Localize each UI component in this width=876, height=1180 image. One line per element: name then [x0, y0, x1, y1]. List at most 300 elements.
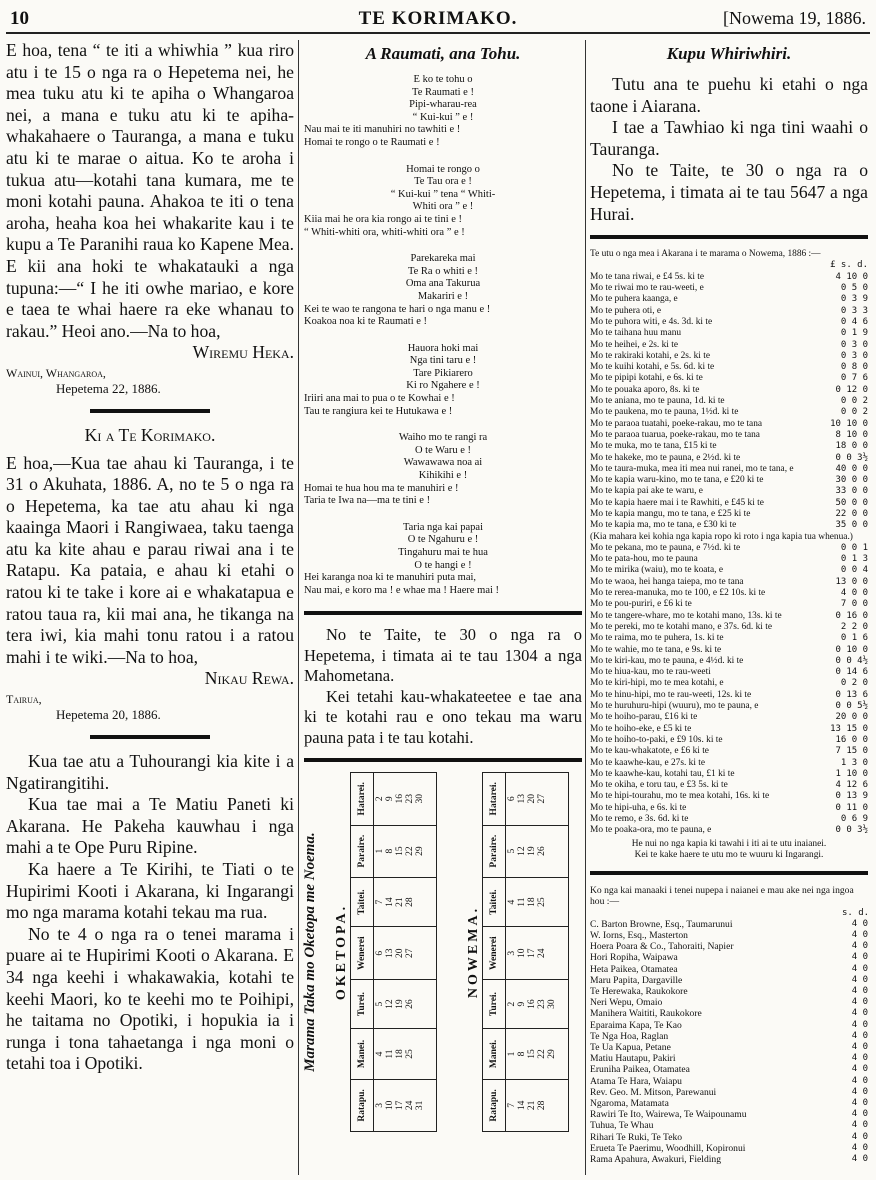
price-value: 0 0 3½: [835, 452, 868, 463]
price-item: Mo te kapia ma, mo te tana, e £30 ki te: [590, 520, 737, 531]
calendar-date: 31: [415, 1101, 425, 1111]
calendar-date: 2: [375, 796, 385, 802]
subscriber-name: Hori Ropiha, Waipawa: [590, 952, 678, 964]
price-item: Mo te mirika (waiu), mo te koata, e: [590, 565, 724, 576]
price-item: Mo te hoiho-eke, e £5 ki te: [590, 723, 692, 734]
poem-line: Kiia mai he ora kia rongo ai te tini e !: [304, 213, 463, 225]
price-item: Mo te hoiho-to-paki, e £9 10s. ki te: [590, 734, 723, 745]
subscriber-row: [590, 1042, 868, 1053]
subscriber-amount: 4 0: [851, 1142, 868, 1153]
price-value: 0 0 4½: [835, 655, 868, 666]
price-value: 18 0 0: [835, 441, 868, 452]
subscriber-name: Eparaima Kapa, Te Kao: [590, 1019, 682, 1031]
poem-stanza: [304, 164, 582, 240]
calendar-date: 15: [395, 846, 405, 857]
calendar-dates: [374, 980, 437, 1029]
newspaper-title: TE KORIMAKO.: [358, 8, 518, 29]
price-row: [590, 385, 868, 396]
price-value: 40 0 0: [835, 463, 868, 474]
price-value: 0 13 9: [835, 791, 868, 802]
subscriber-row: [590, 986, 868, 997]
price-value: 1 3 0: [840, 757, 868, 768]
calendar-dates: [506, 927, 569, 980]
subscriber-amount: 4 0: [851, 1042, 868, 1053]
calendar-area: [304, 772, 582, 1142]
poem-line: Tingahuru mai te hua: [398, 547, 488, 558]
calendar-day-header: Wenerei: [483, 927, 506, 980]
section-title: Kupu Whiriwhiri.: [666, 44, 792, 63]
calendar-date: 21: [395, 897, 405, 908]
column-middle: [304, 40, 582, 1142]
price-value: 0 16 0: [835, 610, 868, 621]
poem-stanza: [304, 253, 582, 329]
price-item: Mo te puhera oti, e: [590, 305, 662, 316]
price-item: Mo te pekana, mo te pauna, e 7½d. ki te: [590, 542, 741, 553]
divider: [90, 735, 210, 739]
subscriber-amount: 4 0: [851, 1131, 868, 1142]
kupu-item: Tutu ana te puehu ki etahi o nga taone i Aiarana.: [590, 74, 868, 116]
kupu-item: No te Taite, te 30 o nga ra o Hepetema, i timata ai te tau 5647 a nga Hurai.: [590, 160, 868, 224]
poem: [304, 74, 582, 597]
prices-section: [590, 249, 868, 861]
subscriber-amount: 4 0: [851, 1075, 868, 1086]
subscriber-name: Eruniha Paikea, Otamatea: [590, 1064, 690, 1076]
subscriber-row: [590, 1132, 868, 1143]
issue-date: [Nowema 19, 1886.: [723, 8, 866, 28]
place-date: Hepetema 20, 1886.: [56, 707, 161, 723]
calendar-date: 2: [507, 1002, 517, 1007]
letter-place: [6, 366, 294, 397]
calendar-date: 10: [517, 948, 527, 959]
subscriber-name: Hoera Poara & Co., Tahoraiti, Napier: [590, 941, 734, 953]
prices-note: He nui no nga kapia ki tawahi i iti ai te utu inaianei.: [631, 838, 827, 849]
price-value: 22 0 0: [835, 508, 868, 519]
price-item: Mo te rerea-manuka, mo te 100, e £2 10s. ki te: [590, 588, 766, 599]
divider: [90, 409, 210, 413]
price-item: Mo te kapia mangu, mo te tana, e £25 ki te: [590, 508, 751, 519]
price-row: [590, 317, 868, 328]
poem-line: Parekareka mai: [410, 253, 476, 265]
price-value: 8 10 0: [835, 429, 868, 440]
price-row: [590, 690, 868, 701]
price-item: Mo te puhora witi, e 4s. 3d. ki te: [590, 316, 713, 327]
poem-line: “ Kui-kui ” tena “ Whiti-: [390, 188, 496, 200]
poem-line: Te Raumati e !: [412, 86, 474, 98]
calendar-date: 26: [405, 999, 415, 1010]
calendar-date: 20: [527, 794, 537, 804]
price-value: 0 3 0: [840, 339, 868, 350]
calendar-date: 28: [405, 897, 415, 908]
price-row: [590, 701, 868, 712]
price-value: 35 0 0: [835, 520, 868, 531]
price-value: 0 0 2: [840, 396, 868, 407]
price-row: [590, 611, 868, 622]
price-row: [590, 362, 868, 373]
price-row: [590, 724, 868, 735]
price-row: [590, 667, 868, 678]
calendar-dates: [506, 1080, 569, 1132]
calendar-date: 25: [537, 897, 547, 908]
price-row: [590, 577, 868, 588]
calendar-day-header: Hatarei.: [483, 773, 506, 826]
price-item: Mo te aniana, mo te pauna, 1d. ki te: [590, 396, 725, 407]
price-item: Mo te kiri-kau, mo te pauna, e 4½d. ki te: [590, 655, 744, 666]
subscriber-name: Ngaroma, Matamata: [590, 1098, 669, 1110]
price-value: 0 0 2: [840, 407, 868, 418]
price-item: Mo te waoa, hei hanga taiepa, mo te tana: [590, 576, 744, 587]
price-value: 0 14 6: [835, 667, 868, 678]
calendar-month: NOWEMA.: [466, 906, 481, 999]
price-value: 0 0 3½: [835, 825, 868, 836]
calendar-date: 27: [537, 794, 547, 804]
kupu-item: I tae a Tawhiao ki nga tini waahi o Tauranga.: [590, 117, 868, 159]
price-row: [590, 633, 868, 644]
subscriber-amount: 4 0: [851, 1019, 868, 1030]
price-item: (Kia mahara kei kohia nga kapia ropo ki roto i nga kapia tua whenua.): [590, 531, 853, 542]
price-item: Mo te pata-hou, mo te pauna: [590, 554, 698, 565]
subscriber-name: Te Nga Hoa, Raglan: [590, 1030, 669, 1042]
subscriber-name: Rawiri Te Ito, Wairewa, Te Waipounamu: [590, 1109, 747, 1121]
price-item: Mo te pereki, mo te kotahi mano, e 37s. 6d. ki te: [590, 621, 772, 632]
calendar-date: 5: [507, 849, 517, 854]
calendar-date: 24: [537, 948, 547, 959]
poem-line: Koakoa noa ki te Raumati e !: [304, 316, 428, 328]
poem-line: Tare Pikiarero: [413, 367, 473, 379]
subscriber-row: [590, 975, 868, 986]
poem-line: O te Waru e !: [414, 444, 472, 456]
price-row: [590, 340, 868, 351]
poem-line: Hauora hoki mai: [407, 342, 479, 354]
price-row: [590, 373, 868, 384]
poem-line: Hei karanga noa ki te manuhiri puta mai,: [304, 572, 477, 584]
poem-line: Taria te Iwa na—ma te tini e !: [304, 495, 431, 507]
subscriber-amount: 4 0: [851, 1109, 868, 1120]
poem-line: Nau mai te iti manuhiri no tawhiti e !: [304, 124, 461, 136]
subscriber-amount: 4 0: [851, 952, 868, 963]
divider: [590, 871, 868, 875]
calendar-dates: [374, 927, 437, 980]
calendar-date: 20: [395, 948, 405, 959]
price-value: 0 4 6: [840, 316, 868, 327]
subscriber-amount: 4 0: [851, 1053, 868, 1064]
subscriber-row: [590, 1020, 868, 1031]
subscribers-section: [590, 885, 868, 1165]
price-item: Mo te paraoa tuarua, poeke-rakau, mo te tana: [590, 429, 760, 440]
calendar-date: 15: [527, 1049, 537, 1060]
price-row: [590, 791, 868, 802]
poem-line: Wawawawa noa ai: [403, 457, 483, 469]
calendar-date: 13: [385, 948, 395, 959]
calendar-table: [482, 772, 569, 1132]
calendar-day-header: Taitei.: [483, 878, 506, 928]
calendar-date: 3: [375, 1103, 385, 1109]
subscriber-amount: 4 0: [851, 997, 868, 1008]
notice: No te Taite, te 30 o nga ra o Hepetema, i timata ai te tau 1304 a nga Mahometana.: [304, 625, 582, 686]
price-item: Mo te rakiraki kotahi, e 2s. ki te: [590, 350, 711, 361]
calendar-date: 14: [517, 1101, 527, 1111]
calendar-day-header: Wenerei: [351, 927, 374, 980]
calendar-date: 23: [405, 794, 415, 804]
price-value: 0 3 3: [840, 305, 868, 316]
poem-line: Makariri e !: [417, 290, 469, 302]
poem-stanza: [304, 432, 582, 508]
calendar-date: 9: [385, 796, 395, 802]
place-date: Hepetema 22, 1886.: [56, 380, 161, 396]
price-row: [590, 430, 868, 441]
calendar-date: 10: [385, 1101, 395, 1111]
divider: [304, 758, 582, 762]
poem-line: O te hangi e !: [414, 559, 472, 571]
subscriber-row: [590, 1109, 868, 1120]
subscriber-row: [590, 1098, 868, 1109]
price-item: Mo te kapia waru-kino, mo te tana, e £20 ki te: [590, 475, 764, 486]
subscriber-row: [590, 964, 868, 975]
price-row: [590, 407, 868, 418]
price-row: [590, 543, 868, 554]
letter-body: E hoa,—Kua tae ahau ki Tauranga, i te 31 o Akuhata, 1886. A, no te 5 o nga ra o Hepetema, ka tae atu ahau ki nga kaainga Maori i Rangiwaea, taku taenga atu ka kite ahau e parau riwai ana i te Ratapu. Ka pataia, e ahau ki etahi o ratou ki te take i kore ai e whakatapua e ratou taua ra, kii mai ana, he tikanga na tera iwi, kia mahi tonu ratou i a ratou mahi i te wiki.—Na to hoa,: [6, 452, 294, 667]
subscriber-row: [590, 1064, 868, 1075]
price-row: [590, 283, 868, 294]
calendar-date: 16: [527, 999, 537, 1010]
column-left: [6, 40, 294, 1075]
calendar-day-header: Manei.: [351, 1029, 374, 1080]
price-row: [590, 520, 868, 531]
news-item: Kua tae mai a Te Matiu Paneti ki Akarana. He Pakeha kauwhau i nga mahi a te Ope Puru Ripine.: [6, 794, 294, 858]
subscriber-name: Maru Papita, Dargaville: [590, 974, 683, 986]
middle-notices: [304, 625, 582, 748]
price-value: 0 11 0: [835, 802, 868, 813]
price-row: [590, 509, 868, 520]
calendar-rotated: [466, 772, 569, 1132]
price-row: [590, 272, 868, 283]
divider: [590, 235, 868, 239]
poem-stanza: [304, 74, 582, 150]
letter-signature: Wiremu Heka.: [192, 342, 294, 363]
price-row: [590, 464, 868, 475]
calendar-dates: [374, 773, 437, 826]
prices-note: Kei te kake haere te utu mo te wuuru ki Ingarangi.: [634, 849, 824, 860]
letter-whangaroa: [6, 40, 294, 364]
price-row: [590, 758, 868, 769]
subscriber-row: [590, 1031, 868, 1042]
letter-signature: Nikau Rewa.: [204, 668, 294, 689]
price-row: [590, 735, 868, 746]
poem-line: Pipi-wharau-rea: [409, 99, 477, 111]
prices-units: £ s. d.: [830, 260, 868, 271]
price-value: 13 0 0: [835, 576, 868, 587]
subscriber-amount: 4 0: [851, 1120, 868, 1131]
price-row: [590, 486, 868, 497]
poem-line: Iriiri ana mai to pua o te Kowhai e !: [304, 393, 455, 405]
price-item: Mo te hiua-kau, mo te rau-weeti: [590, 667, 711, 678]
subscriber-row: [590, 1120, 868, 1131]
price-item: Mo te huruhuru-hipi (wuuru), mo te pauna, e: [590, 701, 759, 712]
price-row: [590, 814, 868, 825]
price-value: 0 13 6: [835, 689, 868, 700]
subscriber-row: [590, 1154, 868, 1165]
calendar-date: 14: [385, 897, 395, 908]
notice: Kei tetahi kau-whakateetee e tae ana ki te kotahi rau e ono tekau ma waru pauna pata i te tau kotahi.: [304, 686, 582, 747]
price-item: Mo te kapia pai ake te waru, e: [590, 486, 703, 497]
calendar-table: [350, 772, 437, 1132]
subscribers-intro: Ko nga kai manaaki i tenei nupepa i naianei e mau ake nei nga ingoa hou :—: [590, 885, 854, 908]
subscriber-amount: 4 0: [851, 986, 868, 997]
calendar-date: 11: [517, 897, 527, 908]
price-value: 0 7 6: [840, 373, 868, 384]
subscriber-name: Tuhua, Te Whau: [590, 1120, 654, 1132]
price-row: [590, 498, 868, 509]
price-item: Mo te okiha, e toru tau, e £3 5s. ki te: [590, 780, 728, 791]
calendar-date: 3: [507, 951, 517, 956]
price-item: Mo te kapia haere mai i te Rawhiti, e £45 ki te: [590, 497, 764, 508]
calendar-dates: [374, 878, 437, 928]
calendar-date: 1: [507, 1052, 517, 1057]
price-value: 0 1 9: [840, 328, 868, 339]
price-row: [590, 678, 868, 689]
calendar-date: 6: [375, 951, 385, 956]
subscriber-row: [590, 1143, 868, 1154]
price-row: [590, 294, 868, 305]
price-row: [590, 825, 868, 836]
poem-line: O te Ngahuru e !: [407, 534, 479, 546]
news-item: Ka haere a Te Kirihi, te Tiati o te Hupirimi Kooti i Akarana, ki Ingarangi mo nga marama kotahi tekau ma rua.: [6, 859, 294, 923]
page-number: 10: [10, 8, 29, 29]
calendar-dates: [374, 1029, 437, 1080]
calendar-date: 4: [375, 1052, 385, 1057]
calendar-day-header: Paraire.: [351, 825, 374, 877]
column-divider: [585, 40, 586, 1175]
price-value: 4 12 6: [835, 780, 868, 791]
poem-line: Homai te rongo o te Raumati e !: [304, 136, 440, 148]
calendar-date: 8: [517, 1052, 527, 1057]
price-value: 0 5 0: [840, 283, 868, 294]
subscriber-amount: 4 0: [851, 918, 868, 929]
news-items: [6, 751, 294, 1075]
price-value: 7 0 0: [840, 599, 868, 610]
subscriber-amount: 4 0: [851, 1086, 868, 1097]
price-item: Mo te poaka-ora, mo te pauna, e: [590, 825, 712, 836]
price-row: [590, 532, 868, 543]
price-item: Mo te taura-muka, mea iti mea nui ranei, mo te tana, e: [590, 463, 794, 474]
calendar-date: 17: [527, 948, 537, 959]
subscriber-amount: 4 0: [851, 930, 868, 940]
price-row: [590, 475, 868, 486]
calendar-day-header: Hatarei.: [351, 773, 374, 826]
calendar-date: 12: [385, 999, 395, 1010]
subscriber-name: Te Herewaka, Raukokore: [590, 986, 688, 998]
calendar-day-header: Ratapu.: [351, 1080, 374, 1132]
subscriber-name: Erueta Te Paerimu, Woodhill, Kopironui: [590, 1142, 746, 1154]
calendar-date: 5: [375, 1002, 385, 1007]
price-value: 10 10 0: [830, 418, 868, 429]
price-row: [590, 588, 868, 599]
price-value: 0 0 1: [840, 542, 868, 553]
prices-intro: Te utu o nga mea i Akarana i te marama o Nowema, 1886 :—: [590, 249, 821, 260]
subscriber-row: [590, 1008, 868, 1019]
calendar-day-header: Taitei.: [351, 878, 374, 928]
calendar-day-header: Paraire.: [483, 825, 506, 877]
subscriber-row: [590, 1076, 868, 1087]
subscriber-amount: 4 0: [851, 941, 868, 952]
subscriber-row: [590, 997, 868, 1008]
price-item: Mo te hipi-uha, e 6s. ki te: [590, 802, 687, 813]
price-item: Mo te tana riwai, e £4 5s. ki te: [590, 271, 705, 282]
price-value: 7 15 0: [835, 746, 868, 757]
calendar-date: 22: [405, 846, 415, 857]
price-value: 4 10 0: [835, 271, 868, 282]
subscriber-name: Rama Apahura, Awakuri, Fielding: [590, 1154, 722, 1166]
price-value: 0 3 0: [840, 350, 868, 361]
price-value: 30 0 0: [835, 475, 868, 486]
price-row: [590, 769, 868, 780]
calendar-date: 23: [537, 999, 547, 1010]
price-item: Mo te hoiho-parau, £16 ki te: [590, 712, 698, 723]
calendar-date: 16: [395, 794, 405, 804]
price-row: [590, 554, 868, 565]
price-row: [590, 656, 868, 667]
subs-units: s. d.: [842, 907, 870, 918]
poem-line: Nga tini taru e !: [409, 355, 477, 367]
price-value: 13 15 0: [830, 723, 868, 734]
calendar-date: 9: [517, 1002, 527, 1007]
calendar-date: 19: [527, 846, 537, 857]
place-name: Tairua,: [6, 692, 42, 707]
poem-line: Ki ro Ngahere e !: [406, 380, 480, 392]
subscriber-row: [590, 952, 868, 963]
price-row: [590, 419, 868, 430]
price-item: Mo te hakeke, mo te pauna, e 2½d. ki te: [590, 452, 741, 463]
subscriber-name: Neri Wepu, Omaio: [590, 997, 663, 1009]
calendar-date: 30: [415, 794, 425, 804]
place-name: Wainui, Whangaroa,: [6, 365, 106, 380]
poem-line: E ko te tohu o: [413, 74, 473, 85]
price-value: 4 0 0: [840, 588, 868, 599]
poem-stanza: [304, 522, 582, 598]
price-row: [590, 306, 868, 317]
calendar-date: 19: [395, 999, 405, 1010]
poem-line: Waiho mo te rangi ra: [398, 432, 488, 444]
price-item: Mo te paraoa tuatahi, poeke-rakau, mo te tana: [590, 418, 763, 429]
calendar-date: 8: [385, 849, 395, 854]
price-value: 20 0 0: [835, 712, 868, 723]
price-item: Mo te remo, e 3s. 6d. ki te: [590, 814, 689, 824]
subscriber-amount: 4 0: [851, 1154, 868, 1165]
price-value: 2 2 0: [840, 621, 868, 632]
poem-line: Kei te wao te rangona te hari o nga manu e !: [304, 303, 491, 315]
subscriber-amount: 4 0: [851, 974, 868, 985]
price-item: Mo te muka, mo te tana, £15 ki te: [590, 441, 717, 452]
price-item: Mo te hinu-hipi, mo te rau-weeti, 12s. ki te: [590, 689, 752, 700]
price-row: [590, 351, 868, 362]
poem-line: “ Kui-kui ” e !: [412, 111, 474, 123]
price-row: [590, 712, 868, 723]
calendar-month: OKETOPA.: [334, 904, 349, 1001]
poem-line: Taria nga kai papai: [402, 521, 484, 533]
calendar-date: 6: [507, 796, 517, 802]
calendar-day-header: Manei.: [483, 1029, 506, 1080]
subscriber-name: Rev. Geo. M. Mitson, Parewanui: [590, 1086, 717, 1098]
poem-line: Homai te rongo o: [406, 163, 480, 175]
calendar-dates: [506, 878, 569, 928]
calendar-date: 26: [537, 846, 547, 857]
subscriber-amount: 4 0: [851, 1030, 868, 1041]
price-value: [853, 532, 868, 543]
subscriber-name: Heta Paikea, Otamatea: [590, 963, 678, 975]
column-right: [590, 40, 868, 1165]
subscriber-row: [590, 930, 868, 941]
subscriber-name: Matiu Hautapu, Pakiri: [590, 1053, 676, 1065]
price-row: [590, 780, 868, 791]
